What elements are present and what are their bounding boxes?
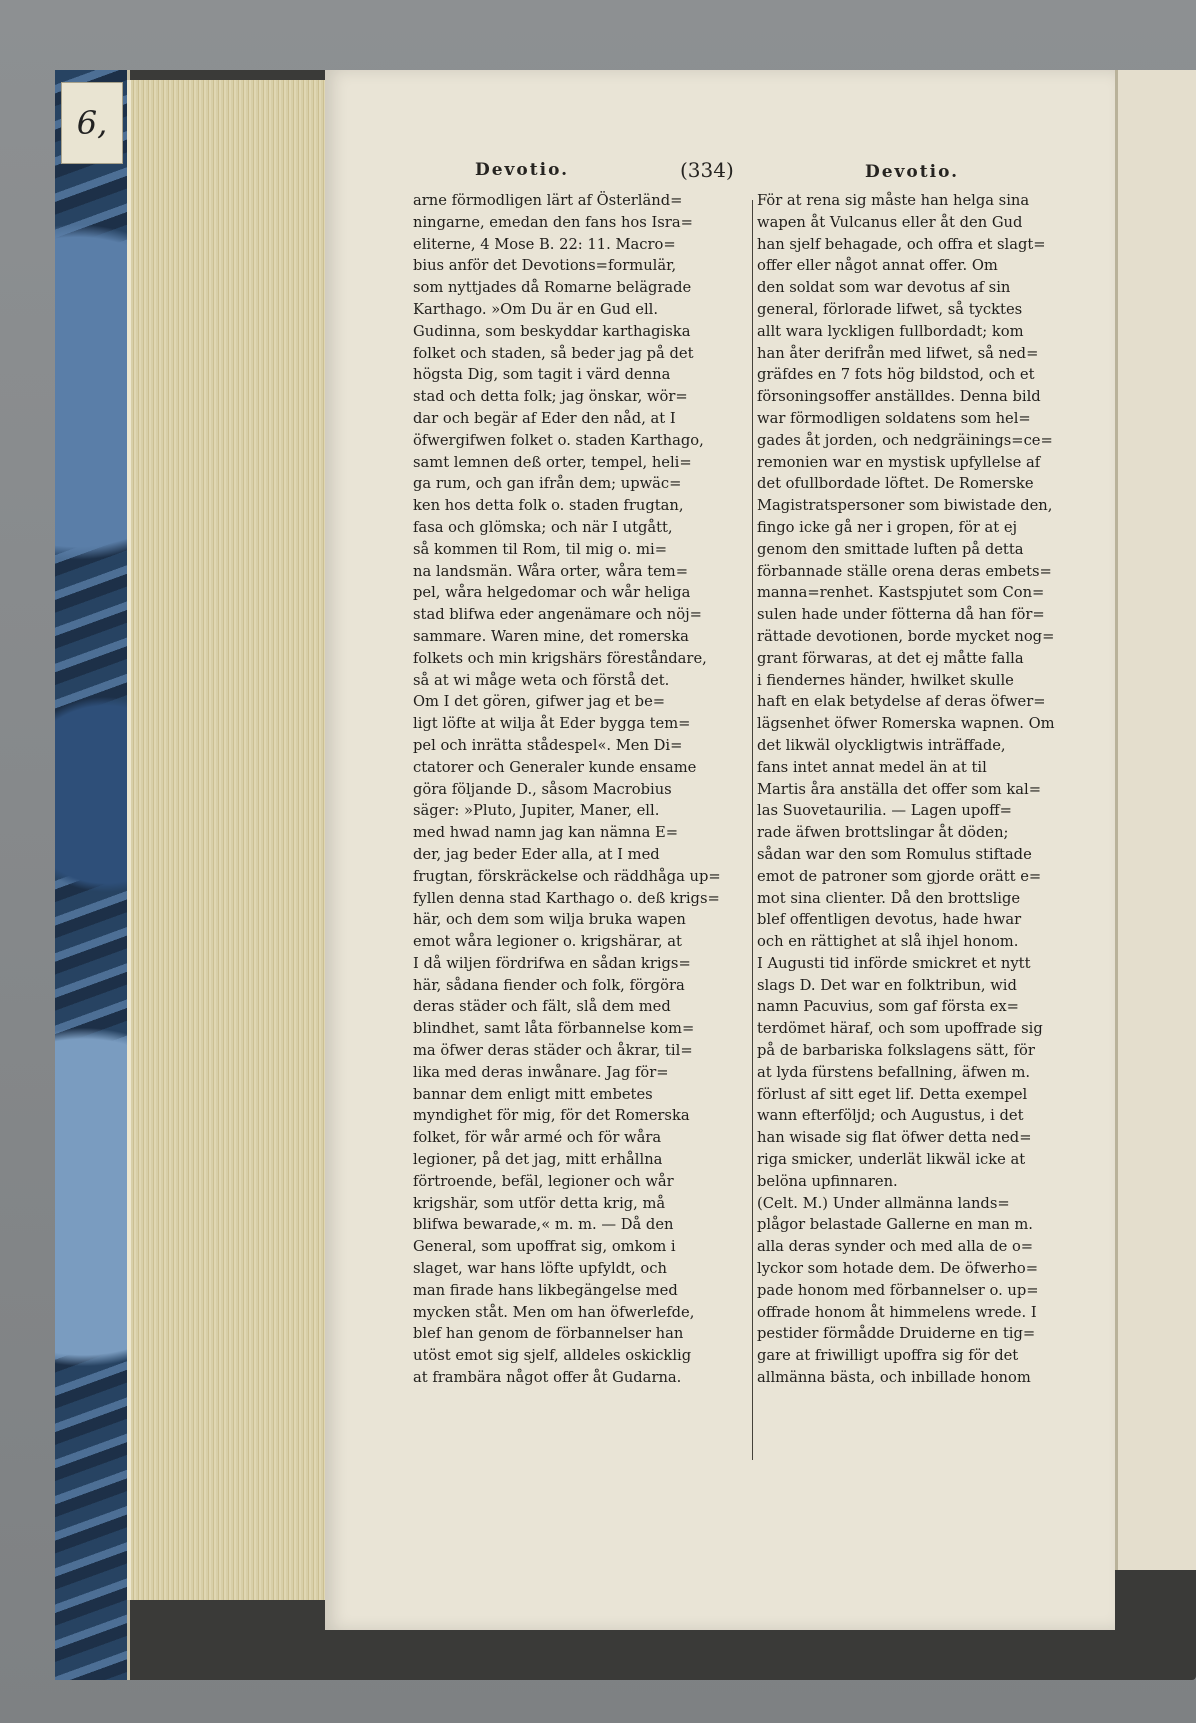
text-line: na landsmän. Wåra orter, wåra tem= [413, 562, 689, 580]
text-line: krigshär, som utför detta krig, må [413, 1194, 666, 1212]
text-line: stad och detta folk; jag önskar, wör= [413, 388, 688, 406]
text-line: den soldat som war devotus af sin [757, 279, 1011, 297]
text-line: han sjelf behagade, och offra et slagt= [757, 235, 1046, 253]
text-line: stad blifwa eder angenämare och nöj= [413, 606, 702, 624]
text-line: belöna upfinnaren. [757, 1172, 898, 1190]
text-line: och en rättighet at slå ihjel honom. [757, 933, 1019, 951]
text-line: försoningsoffer anställdes. Denna bild [757, 388, 1041, 406]
header-left-title: Devotio. [475, 160, 570, 180]
text-line: fasa och glömska; och när I utgått, [413, 518, 673, 536]
text-line: dar och begär af Eder den nåd, at I [413, 409, 676, 427]
text-line: eliterne, 4 Mose B. 22: 11. Macro= [413, 235, 676, 253]
text-line: folket och staden, så beder jag på det [413, 344, 694, 362]
text-line: namn Pacuvius, som gaf första ex= [757, 998, 1019, 1016]
text-line: haft en elak betydelse af deras öfwer= [757, 693, 1046, 711]
text-line: med hwad namn jag kan nämna E= [413, 824, 679, 842]
text-line: pel, wåra helgedomar och wår heliga [413, 584, 691, 602]
text-line: sulen hade under fötterna då han för= [757, 606, 1045, 624]
text-line: här, sådana fiender och folk, förgöra [413, 976, 685, 994]
text-line: legioner, på det jag, mitt erhållna [413, 1151, 663, 1169]
header-right-title: Devotio. [865, 162, 960, 182]
text-line: der, jag beder Eder alla, at I med [413, 845, 660, 863]
text-line: arne förmodligen lärt af Österländ= [413, 192, 683, 209]
text-line: slags D. Det war en folktribun, wid [757, 976, 1017, 994]
text-line: det ofullbordade löftet. De Romerske [757, 475, 1034, 493]
text-line: högsta Dig, som tagit i värd denna [413, 366, 671, 384]
text-line: blef han genom de förbannelser han [413, 1325, 684, 1343]
text-line: i fiendernes händer, hwilket skulle [757, 671, 1014, 689]
text-line: mot sina clienter. Då den brottslige [757, 889, 1021, 907]
text-line: lägsenhet öfwer Romerska wapnen. Om [757, 715, 1055, 733]
text-line: mycken ståt. Men om han öfwerlefde, [413, 1303, 695, 1321]
book-page [325, 70, 1115, 1630]
text-line: offrade honom åt himmelens wrede. I [757, 1303, 1037, 1321]
text-line: bannar dem enligt mitt embetes [413, 1085, 653, 1103]
text-line: slaget, war hans löfte upfyldt, och [413, 1260, 667, 1278]
text-line: så at wi måge weta och förstå det. [413, 671, 670, 689]
text-line: här, och dem som wilja bruka wapen [413, 911, 686, 929]
text-line: förlust af sitt eget lif. Detta exempel [757, 1085, 1028, 1103]
text-line: emot de patroner som gjorde orätt e= [757, 867, 1042, 885]
text-line: på de barbariska folkslagens sätt, för [757, 1042, 1035, 1060]
text-line: fans intet annat medel än at til [757, 758, 987, 776]
spine-tag: 6, [61, 82, 123, 164]
text-line: at lyda fürstens befallning, äfwen m. [757, 1063, 1031, 1081]
text-line: I Augusti tid införde smickret et nytt [757, 954, 1031, 972]
text-line: Om I det gören, gifwer jag et be= [413, 693, 666, 711]
text-line: General, som upoffrat sig, omkom i [413, 1238, 676, 1256]
text-line: fyllen denna stad Karthago o. deß krigs= [413, 889, 720, 907]
text-line: alla deras synder och med alla de o= [757, 1238, 1034, 1256]
text-line: ctatorer och Generaler kunde ensame [413, 758, 697, 776]
text-line: blifwa bewarade,« m. m. — Då den [413, 1216, 674, 1234]
text-line: Karthago. »Om Du är en Gud ell. [413, 300, 659, 318]
text-line: las Suovetaurilia. — Lagen upoff= [757, 802, 1012, 820]
text-line: folket, för wår armé och för wåra [413, 1129, 662, 1147]
text-line: han åter derifrån med lifwet, så ned= [757, 344, 1039, 362]
text-line: rade äfwen brottslingar åt döden; [757, 824, 1009, 842]
text-line: blef offentligen devotus, hade hwar [757, 911, 1022, 929]
text-line: riga smicker, underlät likwäl icke at [757, 1151, 1026, 1169]
text-line: utöst emot sig sjelf, alldeles oskicklig [413, 1347, 692, 1365]
text-line: ma öfwer deras städer och åkrar, til= [413, 1042, 693, 1060]
text-line: lyckor som hotade dem. De öfwerho= [757, 1260, 1039, 1278]
text-line: bius anför det Devotions=formulär, [413, 257, 677, 275]
text-line: rättade devotionen, borde mycket nog= [757, 627, 1055, 645]
text-line: gare at friwilligt upoffra sig för det [757, 1347, 1019, 1365]
text-line: han wisade sig flat öfwer detta ned= [757, 1129, 1032, 1147]
text-line: emot wåra legioner o. krigshärar, at [413, 933, 682, 951]
text-line: general, förlorade lifwet, så tycktes [757, 300, 1023, 318]
text-line: war förmodligen soldatens som hel= [757, 409, 1031, 427]
text-line: frugtan, förskräckelse och räddhåga up= [413, 867, 721, 885]
text-line: Gudinna, som beskyddar karthagiska [413, 322, 691, 340]
text-line: pel och inrätta stådespel«. Men Di= [413, 736, 683, 754]
left-column [413, 190, 743, 1389]
text-line: förbannade ställe orena deras embets= [757, 562, 1052, 580]
text-line: sammare. Waren mine, det romerska [413, 627, 689, 645]
text-line: göra följande D., såsom Macrobius [413, 780, 672, 798]
text-line: lika med deras inwånare. Jag för= [413, 1063, 669, 1081]
text-line: samt lemnen deß orter, tempel, heli= [413, 453, 692, 471]
text-line: deras städer och fält, slå dem med [413, 998, 671, 1016]
text-line: ga rum, och gan ifrån dem; upwäc= [413, 475, 682, 493]
text-line: säger: »Pluto, Jupiter, Maner, ell. [413, 802, 660, 820]
text-line: Magistratspersoner som biwistade den, [757, 497, 1053, 515]
text-line: Martis åra anställa det offer som kal= [757, 780, 1042, 798]
text-line: blindhet, samt låta förbannelse kom= [413, 1020, 695, 1038]
text-line: ligt löfte at wilja åt Eder bygga tem= [413, 715, 691, 733]
text-line: I då wiljen fördrifwa en sådan krigs= [413, 954, 691, 972]
text-line: gades åt jorden, och nedgräinings=ce= [757, 431, 1053, 449]
text-line: grant förwaras, at det ej måtte falla [757, 649, 1024, 667]
text-line: (Celt. M.) Under allmänna lands= [757, 1194, 1010, 1212]
column-divider [752, 200, 753, 1460]
text-line: remonien war en mystisk upfyllelse af [757, 453, 1041, 471]
text-line: så kommen til Rom, til mig o. mi= [413, 540, 668, 558]
text-line: wann efterföljd; och Augustus, i det [757, 1107, 1024, 1125]
text-line: förtroende, befäl, legioner och wår [413, 1172, 674, 1190]
page-number: (334) [680, 158, 734, 182]
text-line: folkets och min krigshärs föreståndare, [413, 649, 707, 667]
text-line: sådan war den som Romulus stiftade [757, 845, 1032, 863]
text-line: wapen åt Vulcanus eller åt den Gud [757, 213, 1023, 231]
text-line: som nyttjades då Romarne belägrade [413, 279, 692, 297]
text-line: fingo icke gå ner i gropen, för at ej [757, 518, 1018, 536]
text-line: plågor belastade Gallerne en man m. [757, 1216, 1033, 1234]
text-line: pestider förmådde Druiderne en tig= [757, 1325, 1036, 1343]
marbled-cover [55, 70, 130, 1680]
text-line: allmänna bästa, och inbillade honom [757, 1369, 1031, 1387]
text-line: ningarne, emedan den fans hos Isra= [413, 213, 693, 231]
text-line: myndighet för mig, för det Romerska [413, 1107, 690, 1125]
text-line: öfwergifwen folket o. staden Karthago, [413, 431, 704, 449]
text-line: manna=renhet. Kastspjutet som Con= [757, 584, 1045, 602]
text-line: pade honom med förbannelser o. up= [757, 1281, 1039, 1299]
facing-page-edge [1115, 70, 1196, 1570]
book [55, 70, 1196, 1680]
text-line: at frambära något offer åt Gudarna. [413, 1369, 682, 1387]
text-line: terdömet häraf, och som upoffrade sig [757, 1020, 1043, 1038]
text-line: ken hos detta folk o. staden frugtan, [413, 497, 684, 515]
text-line: För at rena sig måste han helga sina [757, 192, 1030, 209]
text-line: genom den smittade luften på detta [757, 540, 1024, 558]
text-line: det likwäl olyckligtwis inträffade, [757, 736, 1006, 754]
text-line: gräfdes en 7 fots hög bildstod, och et [757, 366, 1035, 384]
text-line: offer eller något annat offer. Om [757, 257, 998, 275]
right-column [757, 190, 1077, 1389]
text-line: allt wara lyckligen fullbordadt; kom [757, 322, 1024, 340]
text-line: man firade hans likbegängelse med [413, 1281, 678, 1299]
